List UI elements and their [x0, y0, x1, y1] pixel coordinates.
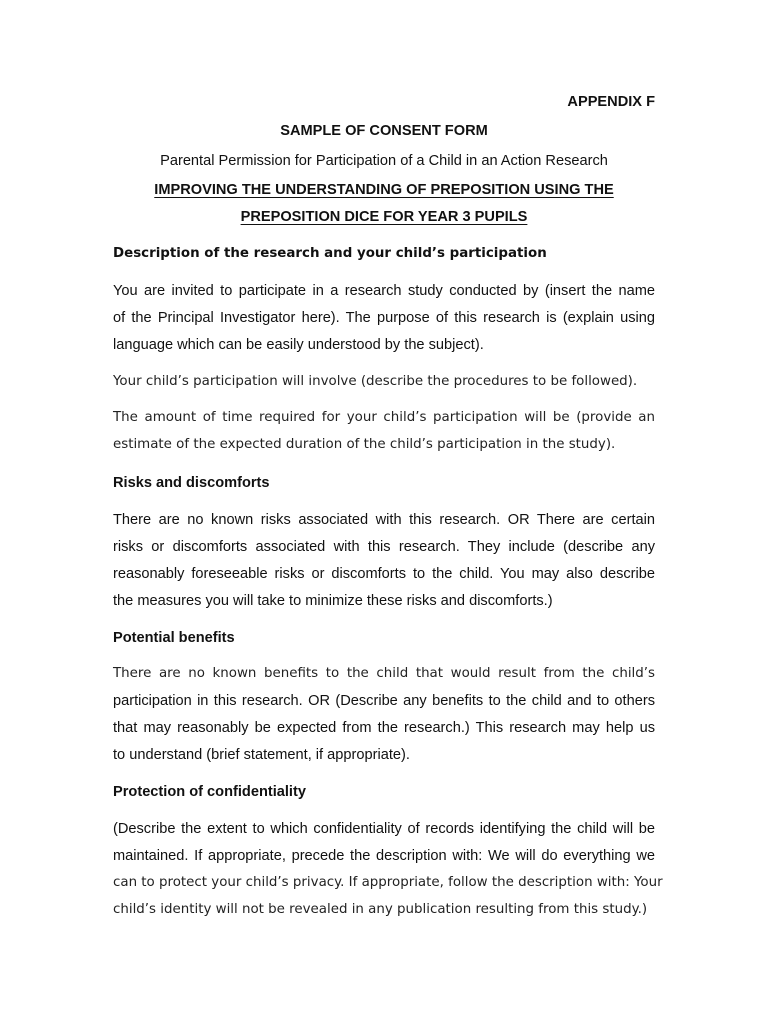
paragraph-line: that may reasonably be expected from the research.) This research may help us	[113, 720, 655, 736]
paragraph-line: The amount of time required for your child’s participation will be (provide an	[113, 410, 655, 425]
paragraph-line: reasonably foreseeable risks or discomforts to the child. You may also describe	[113, 566, 655, 582]
paragraph-line: to understand (brief statement, if appropriate).	[113, 747, 410, 763]
research-title-line-2: PREPOSITION DICE FOR YEAR 3 PUPILS	[240, 209, 528, 225]
paragraph-line: language which can be easily understood by the subject).	[113, 337, 484, 353]
section-heading-confidentiality: Protection of confidentiality	[113, 784, 306, 800]
paragraph-line: participation in this research. OR (Describe any benefits to the child and to others	[113, 693, 655, 709]
paragraph-line: the measures you will take to minimize these risks and discomforts.)	[113, 593, 553, 609]
paragraph-line: risks or discomforts associated with this research. They include (describe any	[113, 539, 655, 555]
paragraph-line: Your child’s participation will involve (describe the procedures to be followed).	[113, 374, 638, 389]
section-heading-benefits: Potential benefits	[113, 630, 235, 646]
paragraph-line: (Describe the extent to which confidentiality of records identifying the child will be	[113, 821, 655, 837]
form-subtitle: Parental Permission for Participation of a Child in an Action Research	[160, 153, 608, 169]
section-heading-risks: Risks and discomforts	[113, 475, 270, 491]
paragraph-line: You are invited to participate in a research study conducted by (insert the name	[113, 283, 655, 299]
section-heading-description: Description of the research and your child’s participation	[113, 246, 547, 261]
paragraph-line: There are no known benefits to the child that would result from the child’s	[113, 666, 655, 681]
paragraph-line: maintained. If appropriate, precede the description with: We will do everything we	[113, 848, 655, 864]
research-title-line-1: IMPROVING THE UNDERSTANDING OF PREPOSITION USING THE	[154, 182, 614, 198]
paragraph-line: of the Principal Investigator here). The purpose of this research is (explain using	[113, 310, 655, 326]
appendix-label: APPENDIX F	[567, 94, 655, 110]
paragraph-line: can to protect your child’s privacy. If appropriate, follow the description with: Your	[113, 875, 663, 890]
paragraph-line: estimate of the expected duration of the child’s participation in the study).	[113, 437, 616, 452]
paragraph-line: There are no known risks associated with this research. OR There are certain	[113, 512, 655, 528]
form-title: SAMPLE OF CONSENT FORM	[280, 123, 488, 139]
paragraph-line: child’s identity will not be revealed in any publication resulting from this study.)	[113, 902, 648, 917]
